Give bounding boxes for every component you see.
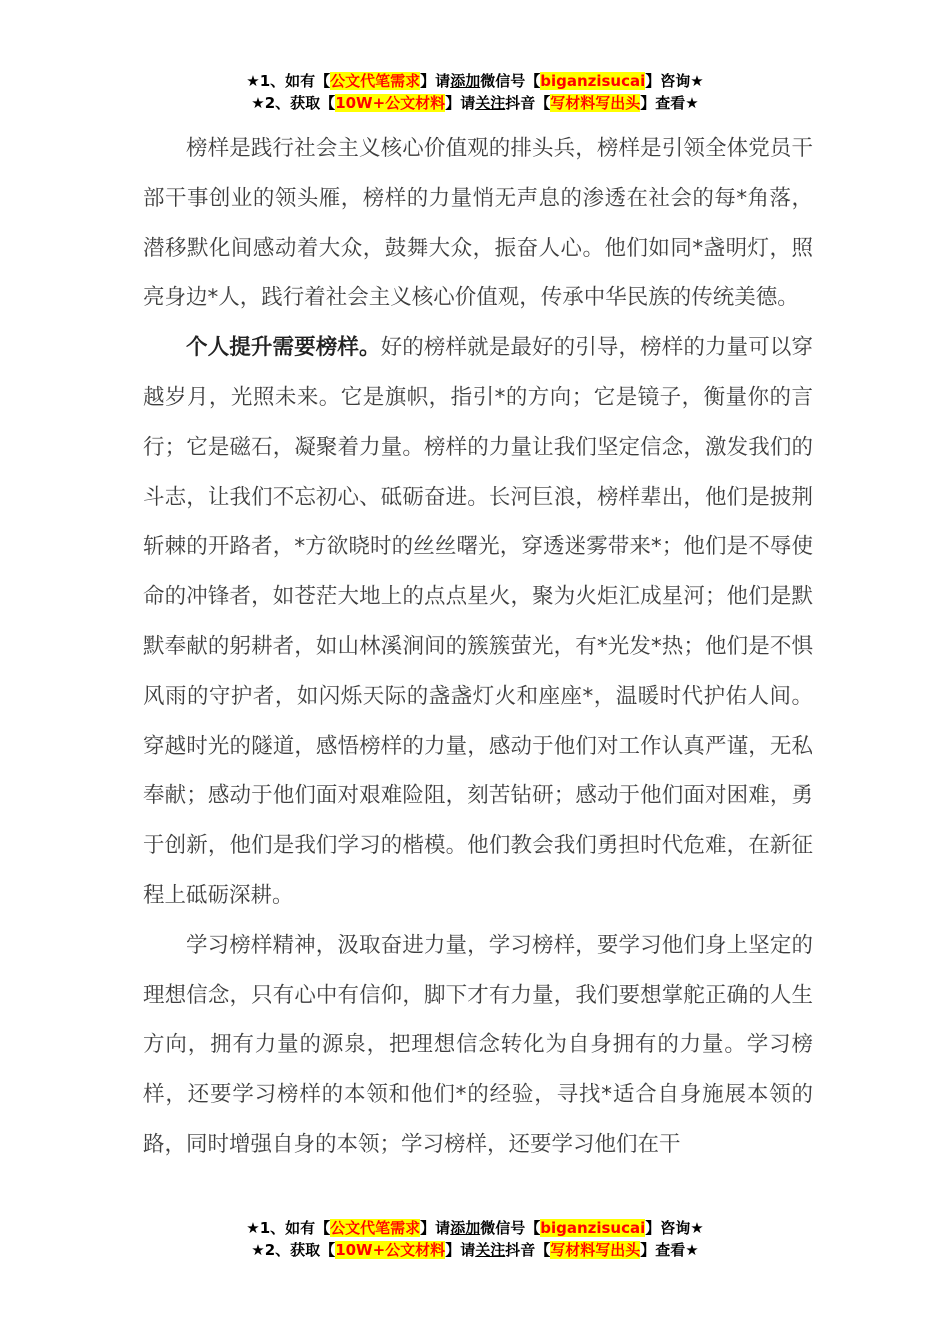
promo-text: 】查看★	[640, 94, 699, 112]
highlight-wechat-id: biganzisucai	[540, 72, 646, 90]
promo-line-1	[0, 1217, 950, 1239]
promo-banner-top	[0, 70, 950, 114]
paragraph-2-lead: 个人提升需要榜样。	[186, 335, 381, 361]
paragraph-2	[143, 323, 813, 921]
promo-line-2	[0, 1239, 950, 1261]
promo-text: ★2、获取【	[251, 94, 336, 112]
highlight-douyin: 写材料写出头	[550, 1241, 641, 1259]
paragraph-3: 学习榜样精神，汲取奋进力量，学习榜样，要学习他们身上坚定的理想信念，只有心中有信仰，脚下才有力量，我们要想掌舵正确的人生方向，拥有力量的源泉，把理想信念转化为自身拥有的力量。学习榜样，还要学习榜样的本领和他们*的经验，寻找*适合自身施展本领的路，同时增强自身的本领；学习榜样，还要学习他们在干	[143, 932, 813, 1157]
promo-text: 抖音【	[505, 1241, 551, 1259]
promo-banner-bottom	[0, 1217, 950, 1261]
promo-text: 】咨询★	[645, 1219, 704, 1237]
promo-text: 】请	[445, 94, 476, 112]
paragraph-1: 榜样是践行社会主义核心价值观的排头兵，榜样是引领全体党员干部干事创业的领头雁，榜样的力量悄无声息的渗透在社会的每*角落，潜移默化间感动着大众，鼓舞大众，振奋人心。他们如同*盏明灯，照亮身边*人，践行着社会主义核心价值观，传承中华民族的传统美德。	[143, 136, 813, 311]
promo-text: 】请	[420, 72, 451, 90]
promo-text: 】请	[445, 1241, 476, 1259]
highlight-wechat-id: biganzisucai	[540, 1219, 646, 1237]
promo-underlined: 关注	[475, 1241, 506, 1259]
promo-text: 】咨询★	[645, 72, 704, 90]
promo-text: ★2、获取【	[251, 1241, 336, 1259]
promo-text: ★1、如有【	[246, 72, 331, 90]
highlight-materials: 10W+公文材料	[335, 94, 446, 112]
highlight-douyin: 写材料写出头	[550, 94, 641, 112]
promo-text: ★1、如有【	[246, 1219, 331, 1237]
highlight-materials: 10W+公文材料	[335, 1241, 446, 1259]
highlight-service: 公文代笔需求	[330, 72, 421, 90]
promo-line-1	[0, 70, 950, 92]
promo-text: 微信号【	[480, 72, 541, 90]
promo-text: 】查看★	[640, 1241, 699, 1259]
promo-text: 微信号【	[480, 1219, 541, 1237]
promo-underlined: 关注	[475, 94, 506, 112]
article-body	[143, 124, 813, 1170]
promo-line-2	[0, 92, 950, 114]
promo-text: 】请	[420, 1219, 451, 1237]
promo-underlined: 添加	[450, 1219, 481, 1237]
promo-text: 抖音【	[505, 94, 551, 112]
highlight-service: 公文代笔需求	[330, 1219, 421, 1237]
paragraph-2-text: 好的榜样就是最好的引导，榜样的力量可以穿越岁月，光照未来。它是旗帜，指引*的方向；它是镜子，衡量你的言行；它是磁石，凝聚着力量。榜样的力量让我们坚定信念，激发我们的斗志，让我们不忘初心、砥砺奋进。长河巨浪，榜样辈出，他们是披荆斩棘的开路者，*方欲晓时的丝丝曙光，穿透迷雾带来*；他们是不辱使命的冲锋者，如苍茫大地上的点点星火，聚为火炬汇成星河；他们是默默奉献的躬耕者，如山林溪涧间的簇簇萤光，有*光发*热；他们是不惧风雨的守护者，如闪烁天际的盏盏灯火和座座*，温暖时代护佑人间。穿越时光的隧道，感悟榜样的力量，感动于他们对工作认真严谨，无私奉献；感动于他们面对艰难险阻，刻苦钻研；感动于他们面对困难，勇于创新，他们是我们学习的楷模。他们教会我们勇担时代危难，在新征程上砥砺深耕。	[143, 335, 813, 908]
promo-underlined: 添加	[450, 72, 481, 90]
